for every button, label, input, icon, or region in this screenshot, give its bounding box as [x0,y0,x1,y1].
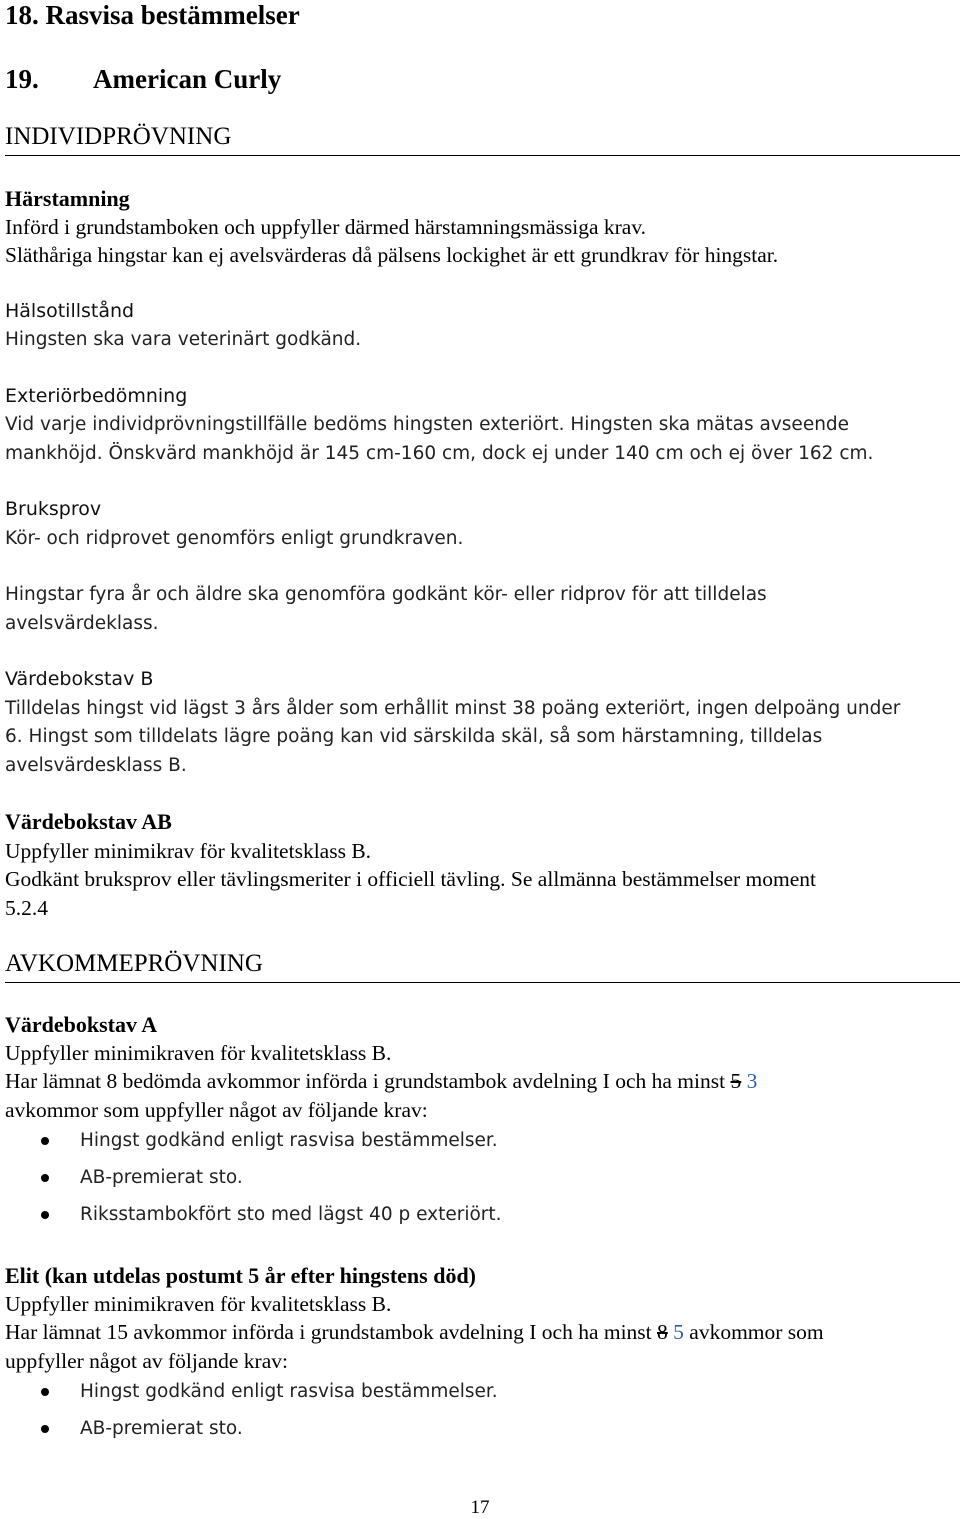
varde-ab-line-3: 5.2.4 [5,896,48,920]
list-item [80,1415,243,1443]
halsotillstand-heading: Hälsotillstånd [5,300,135,322]
list-item-text: AB-premierat sto. [80,1167,243,1188]
list-item-text: Riksstambokfört sto med lägst 40 p exteriört. [80,1204,502,1225]
varde-a-heading: Värdebokstav A [5,1012,158,1037]
varde-a-line-3: avkommor som uppfyller något av följande krav: [5,1098,428,1122]
list-item-text: Hingst godkänd enligt rasvisa bestämmelser. [80,1130,498,1151]
elit-line-2-tail: avkommor som [683,1320,824,1344]
list-item [80,1127,498,1155]
elit-heading: Elit (kan utdelas postumt 5 år efter hingstens död) [5,1263,477,1288]
list-item-text: AB-premierat sto. [80,1418,243,1439]
bruksprov-para2-line-1: Hingstar fyra år och äldre ska genomföra godkänt kör- eller ridprov för att tilldelas [5,584,767,605]
exterior-line-1: Vid varje individprövningstillfälle bedöms hingsten exteriört. Hingsten ska mätas avseende [5,414,850,435]
list-item [80,1378,498,1406]
varde-ab-heading: Värdebokstav AB [5,809,172,834]
page-number: 17 [470,1497,490,1518]
list-item-text: Hingst godkänd enligt rasvisa bestämmelser. [80,1381,498,1402]
section-number: 19. [5,64,39,94]
varde-b-line-2: 6. Hingst som tilldelats lägre poäng kan vid särskilda skäl, så som härstamning, tilldelas [5,726,823,747]
varde-b-heading: Värdebokstav B [5,668,154,690]
section-title: American Curly [93,64,282,94]
revised-value: 5 [667,1320,684,1344]
revised-value: 3 [741,1069,758,1093]
elit-line-1: Uppfyller minimikraven för kvalitetsklass B. [5,1292,392,1316]
bruksprov-heading: Bruksprov [5,498,102,520]
struck-value: 5 [730,1069,742,1093]
bullet-icon [41,1137,49,1145]
elit-line-2-text: Har lämnat 15 avkommor införda i grundstambok avdelning I och ha minst [5,1320,658,1344]
section-heading [5,64,281,94]
bruksprov-line-1: Kör- och ridprovet genomförs enligt grundkraven. [5,528,464,549]
exterior-heading: Exteriörbedömning [5,385,188,407]
elit-line-3: uppfyller något av följande krav: [5,1349,288,1373]
exterior-line-2: mankhöjd. Önskvärd mankhöjd är 145 cm-160 cm, dock ej under 140 cm och ej över 162 cm. [5,443,874,464]
elit-line-2 [5,1318,824,1347]
varde-b-line-1: Tilldelas hingst vid lägst 3 års ålder som erhållit minst 38 poäng exteriört, ingen delpoäng under [5,698,901,719]
list-item [80,1201,502,1229]
bullet-icon [41,1425,49,1433]
individprovning-heading: INDIVIDPRÖVNING [5,123,960,156]
varde-ab-line-2: Godkänt bruksprov eller tävlingsmeriter i officiell tävling. Se allmänna bestämmelser moment [5,867,817,891]
bullet-icon [41,1211,49,1219]
bullet-icon [41,1388,49,1396]
bruksprov-para2-line-2: avelsvärdeklass. [5,613,159,634]
harstamning-line-1: Införd i grundstamboken och uppfyller därmed härstamningsmässiga krav. [5,215,647,239]
bullet-icon [41,1174,49,1182]
harstamning-heading: Härstamning [5,186,130,211]
varde-ab-line-1: Uppfyller minimikrav för kvalitetsklass B. [5,839,372,863]
list-item [80,1164,243,1192]
varde-b-line-3: avelsvärdesklass B. [5,755,187,776]
chapter-heading: 18. Rasvisa bestämmelser [5,0,300,30]
struck-value: 8 [657,1320,668,1344]
varde-a-line-2-text: Har lämnat 8 bedömda avkommor införda i grundstambok avdelning I och ha minst [5,1069,731,1093]
varde-a-line-2 [5,1067,757,1096]
harstamning-line-2: Släthåriga hingstar kan ej avelsvärderas då pälsens lockighet är ett grundkrav för hingstar. [5,243,779,267]
halsotillstand-line-1: Hingsten ska vara veterinärt godkänd. [5,329,362,350]
avkommeprovning-heading: AVKOMMEPRÖVNING [5,950,960,983]
varde-a-line-1: Uppfyller minimikraven för kvalitetsklass B. [5,1041,392,1065]
